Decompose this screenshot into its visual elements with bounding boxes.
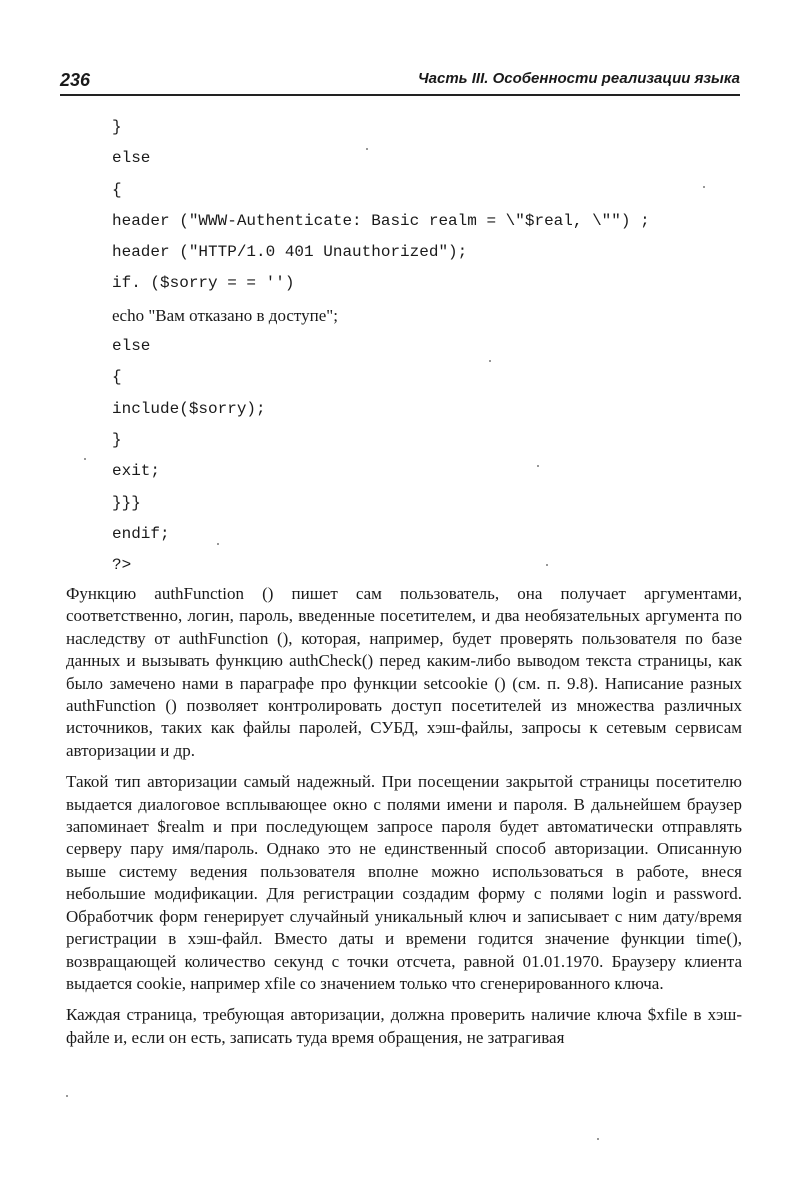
scan-speck [537,465,539,467]
paragraph: Каждая страница, требующая авторизации, должна проверить наличие ключа $xfile в хэш-файле и, если он есть, записать туда время обращения, не затрагивая [66,1005,742,1047]
code-listing [112,112,712,581]
page-number: 236 [60,70,91,90]
code-line: header ("HTTP/1.0 401 Unauthorized"); [112,243,468,262]
scan-speck [703,186,705,188]
code-line: endif; [112,524,170,543]
code-line: }}} [112,493,141,512]
scan-speck [84,458,86,460]
scan-speck [366,148,368,150]
scan-speck [489,360,491,362]
scan-speck [597,1138,599,1140]
code-line: else [112,149,151,168]
scan-speck [546,564,548,566]
code-line: if. ($sorry = = '') [112,274,295,293]
code-line: else [112,337,151,356]
code-line: { [112,180,122,199]
scan-speck [217,543,219,545]
header-rule [60,94,740,96]
body-text [66,583,742,1058]
code-line: { [112,368,122,387]
code-line: header ("WWW-Authenticate: Basic realm = \"$real, \"") ; [112,211,650,230]
paragraph: Функцию authFunction () пишет сам пользователь, она получает аргументами, соответственно, логин, пароль, введенные посетителем, и два необязательных аргумента по наследству от authFunction (), которая, например, будет проверять пользователя по базе данных и вызывать функцию authCheck() перед каким-либо выводом текста страницы, как было замечено нами в параграфе про функции setcookie () (см. п. 9.8). Написание разных authFunction () позволяет контролировать доступ посетителей из множества различных источников, таких как файлы паролей, СУБД, хэш-файлы, запросы к сетевым сервисам авторизации и др. [66,584,742,760]
scan-speck [66,1095,68,1097]
code-line: } [112,430,122,449]
code-line: include($sorry); [112,399,266,418]
page-header [60,70,740,96]
code-line: ?> [112,556,132,575]
code-line: exit; [112,462,161,481]
code-line: } [112,118,122,136]
running-title: Часть III. Особенности реализации языка [418,70,740,87]
code-line: echo "Вам отказано в доступе"; [112,305,338,325]
paragraph: Такой тип авторизации самый надежный. При посещении закрытой страницы посетителю выдается диалоговое всплывающее окно с полями имени и пароля. В дальнейшем браузер запоминает $realm и при последующем запросе пароля будет автоматически отправлять серверу пару имя/пароль. Однако это не единственный способ авторизации. Описанную выше систему ведения пользователя вполне можно использоваться в работе, внеся небольшие модификации. Для регистрации создадим форму с полями login и password. Обработчик форм генерирует случайный уникальный ключ и записывает с ним дату/время регистрации в хэш-файл. Вместо даты и времени годится значение функции time(), возвращающей количество секунд с точки отсчета, равной 01.01.1970. Браузеру клиента выдается cookie, например xfile со значением только что сгенерированного ключа. [66,772,742,993]
